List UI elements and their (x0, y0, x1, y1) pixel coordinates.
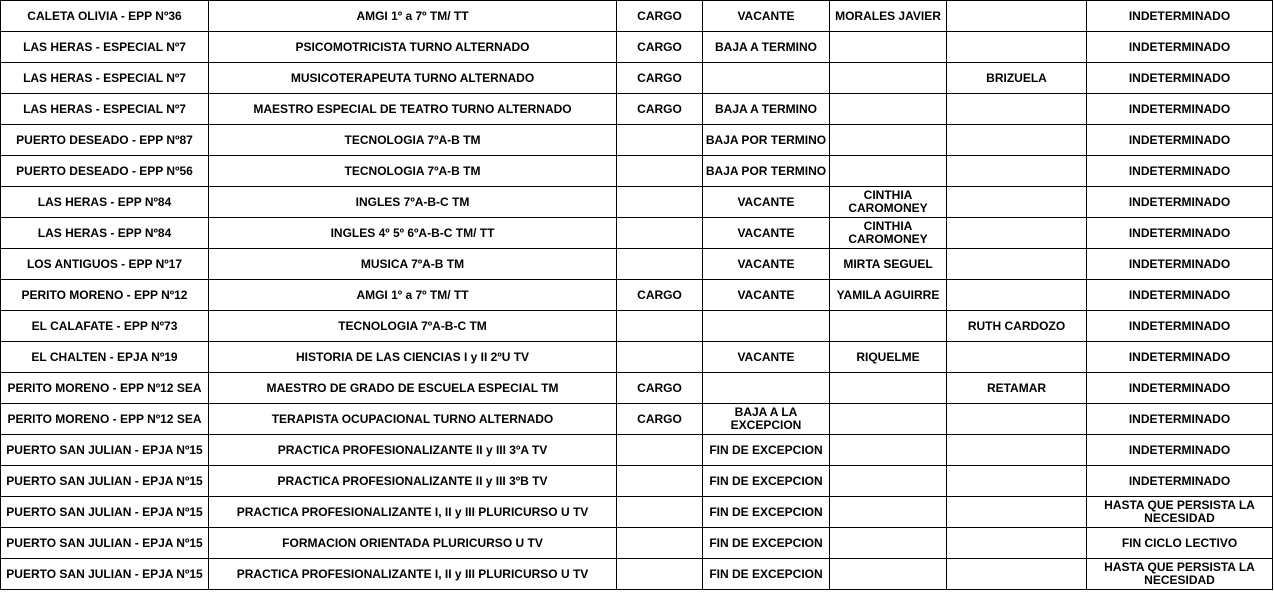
status-cell (703, 63, 830, 94)
holder-cell (830, 125, 947, 156)
assignee-cell (947, 342, 1087, 373)
type-cell (617, 435, 703, 466)
type-cell: CARGO (617, 373, 703, 404)
status-cell: FIN DE EXCEPCION (703, 559, 830, 590)
position-cell: PRACTICA PROFESIONALIZANTE I, II y III PLURICURSO U TV (209, 559, 617, 590)
duration-cell: FIN CICLO LECTIVO (1087, 528, 1273, 559)
status-cell: VACANTE (703, 1, 830, 32)
duration-cell: INDETERMINADO (1087, 125, 1273, 156)
position-cell: MUSICOTERAPEUTA TURNO ALTERNADO (209, 63, 617, 94)
type-cell (617, 249, 703, 280)
assignee-cell (947, 497, 1087, 528)
duration-cell: HASTA QUE PERSISTA LA NECESIDAD (1087, 497, 1273, 528)
type-cell (617, 342, 703, 373)
school-cell: LAS HERAS - EPP Nº84 (1, 218, 209, 249)
status-cell: VACANTE (703, 280, 830, 311)
position-cell: PRACTICA PROFESIONALIZANTE I, II y III PLURICURSO U TV (209, 497, 617, 528)
assignee-cell (947, 559, 1087, 590)
table-row (1, 156, 1273, 187)
holder-cell: MIRTA SEGUEL (830, 249, 947, 280)
table-body (1, 1, 1273, 590)
table-row (1, 342, 1273, 373)
school-cell: PUERTO DESEADO - EPP Nº56 (1, 156, 209, 187)
position-cell: PSICOMOTRICISTA TURNO ALTERNADO (209, 32, 617, 63)
position-cell: INGLES 4º 5º 6ºA-B-C TM/ TT (209, 218, 617, 249)
position-cell: INGLES 7ºA-B-C TM (209, 187, 617, 218)
table-row (1, 32, 1273, 63)
school-cell: LAS HERAS - ESPECIAL Nº7 (1, 32, 209, 63)
status-cell: FIN DE EXCEPCION (703, 435, 830, 466)
table-row (1, 435, 1273, 466)
school-cell: PUERTO DESEADO - EPP Nº87 (1, 125, 209, 156)
holder-cell (830, 559, 947, 590)
school-cell: PERITO MORENO - EPP Nº12 SEA (1, 404, 209, 435)
school-cell: LAS HERAS - EPP Nº84 (1, 187, 209, 218)
assignee-cell (947, 435, 1087, 466)
school-cell: PUERTO SAN JULIAN - EPJA Nº15 (1, 435, 209, 466)
school-cell: PERITO MORENO - EPP Nº12 (1, 280, 209, 311)
school-cell: EL CALAFATE - EPP Nº73 (1, 311, 209, 342)
holder-cell (830, 404, 947, 435)
assignee-cell (947, 94, 1087, 125)
holder-cell (830, 311, 947, 342)
assignee-cell (947, 156, 1087, 187)
table-row (1, 63, 1273, 94)
table-row (1, 280, 1273, 311)
table-row (1, 497, 1273, 528)
position-cell: AMGI 1º a 7º TM/ TT (209, 1, 617, 32)
assignee-cell (947, 187, 1087, 218)
holder-cell (830, 63, 947, 94)
type-cell (617, 218, 703, 249)
holder-cell (830, 94, 947, 125)
school-cell: PUERTO SAN JULIAN - EPJA Nº15 (1, 466, 209, 497)
holder-cell (830, 466, 947, 497)
school-cell: LOS ANTIGUOS - EPP Nº17 (1, 249, 209, 280)
school-cell: LAS HERAS - ESPECIAL Nº7 (1, 94, 209, 125)
assignee-cell (947, 528, 1087, 559)
duration-cell: INDETERMINADO (1087, 32, 1273, 63)
duration-cell: INDETERMINADO (1087, 280, 1273, 311)
type-cell (617, 466, 703, 497)
duration-cell: INDETERMINADO (1087, 404, 1273, 435)
position-cell: PRACTICA PROFESIONALIZANTE II y III 3ºA TV (209, 435, 617, 466)
school-cell: EL CHALTEN - EPJA Nº19 (1, 342, 209, 373)
position-cell: MUSICA 7ºA-B TM (209, 249, 617, 280)
position-cell: MAESTRO DE GRADO DE ESCUELA ESPECIAL TM (209, 373, 617, 404)
holder-cell (830, 32, 947, 63)
position-cell: AMGI 1º a 7º TM/ TT (209, 280, 617, 311)
school-cell: LAS HERAS - ESPECIAL Nº7 (1, 63, 209, 94)
status-cell: VACANTE (703, 218, 830, 249)
holder-cell: RIQUELME (830, 342, 947, 373)
position-cell: TECNOLOGIA 7ºA-B-C TM (209, 311, 617, 342)
status-cell: BAJA POR TERMINO (703, 156, 830, 187)
status-cell: BAJA POR TERMINO (703, 125, 830, 156)
duration-cell: INDETERMINADO (1087, 218, 1273, 249)
assignee-cell (947, 32, 1087, 63)
assignee-cell: RUTH CARDOZO (947, 311, 1087, 342)
table-row (1, 1, 1273, 32)
assignee-cell (947, 466, 1087, 497)
status-cell (703, 373, 830, 404)
assignee-cell (947, 1, 1087, 32)
duration-cell: INDETERMINADO (1087, 94, 1273, 125)
holder-cell (830, 156, 947, 187)
duration-cell: INDETERMINADO (1087, 156, 1273, 187)
type-cell: CARGO (617, 404, 703, 435)
holder-cell: CINTHIA CAROMONEY (830, 187, 947, 218)
type-cell (617, 125, 703, 156)
table-row (1, 218, 1273, 249)
type-cell: CARGO (617, 1, 703, 32)
type-cell (617, 187, 703, 218)
status-cell (703, 311, 830, 342)
type-cell (617, 497, 703, 528)
table-row (1, 466, 1273, 497)
position-cell: FORMACION ORIENTADA PLURICURSO U TV (209, 528, 617, 559)
type-cell: CARGO (617, 280, 703, 311)
type-cell: CARGO (617, 94, 703, 125)
assignee-cell: BRIZUELA (947, 63, 1087, 94)
type-cell (617, 528, 703, 559)
school-cell: PUERTO SAN JULIAN - EPJA Nº15 (1, 559, 209, 590)
assignee-cell (947, 404, 1087, 435)
table-row (1, 187, 1273, 218)
position-cell: TECNOLOGIA 7ºA-B TM (209, 125, 617, 156)
type-cell: CARGO (617, 32, 703, 63)
status-cell: FIN DE EXCEPCION (703, 466, 830, 497)
status-cell: VACANTE (703, 342, 830, 373)
status-cell: FIN DE EXCEPCION (703, 497, 830, 528)
duration-cell: INDETERMINADO (1087, 63, 1273, 94)
position-cell: TERAPISTA OCUPACIONAL TURNO ALTERNADO (209, 404, 617, 435)
table-row (1, 125, 1273, 156)
duration-cell: INDETERMINADO (1087, 249, 1273, 280)
assignee-cell (947, 218, 1087, 249)
status-cell: VACANTE (703, 187, 830, 218)
type-cell (617, 311, 703, 342)
position-cell: HISTORIA DE LAS CIENCIAS I y II 2ºU TV (209, 342, 617, 373)
duration-cell: INDETERMINADO (1087, 311, 1273, 342)
table-row (1, 559, 1273, 590)
duration-cell: INDETERMINADO (1087, 466, 1273, 497)
table-row (1, 404, 1273, 435)
holder-cell: CINTHIA CAROMONEY (830, 218, 947, 249)
school-cell: CALETA OLIVIA - EPP Nº36 (1, 1, 209, 32)
assignee-cell (947, 280, 1087, 311)
holder-cell (830, 373, 947, 404)
holder-cell (830, 435, 947, 466)
duration-cell: INDETERMINADO (1087, 187, 1273, 218)
duration-cell: HASTA QUE PERSISTA LA NECESIDAD (1087, 559, 1273, 590)
position-cell: TECNOLOGIA 7ºA-B TM (209, 156, 617, 187)
position-cell: MAESTRO ESPECIAL DE TEATRO TURNO ALTERNADO (209, 94, 617, 125)
assignee-cell: RETAMAR (947, 373, 1087, 404)
school-cell: PERITO MORENO - EPP Nº12 SEA (1, 373, 209, 404)
type-cell (617, 559, 703, 590)
assignee-cell (947, 125, 1087, 156)
assignee-cell (947, 249, 1087, 280)
duration-cell: INDETERMINADO (1087, 373, 1273, 404)
status-cell: FIN DE EXCEPCION (703, 528, 830, 559)
duration-cell: INDETERMINADO (1087, 342, 1273, 373)
table-row (1, 249, 1273, 280)
holder-cell (830, 528, 947, 559)
school-cell: PUERTO SAN JULIAN - EPJA Nº15 (1, 528, 209, 559)
status-cell: BAJA A TERMINO (703, 32, 830, 63)
table-row (1, 311, 1273, 342)
table-row (1, 528, 1273, 559)
position-cell: PRACTICA PROFESIONALIZANTE II y III 3ºB TV (209, 466, 617, 497)
table-row (1, 373, 1273, 404)
holder-cell: YAMILA AGUIRRE (830, 280, 947, 311)
duration-cell: INDETERMINADO (1087, 435, 1273, 466)
type-cell (617, 156, 703, 187)
table-row (1, 94, 1273, 125)
holder-cell (830, 497, 947, 528)
school-cell: PUERTO SAN JULIAN - EPJA Nº15 (1, 497, 209, 528)
status-cell: BAJA A TERMINO (703, 94, 830, 125)
status-cell: VACANTE (703, 249, 830, 280)
type-cell: CARGO (617, 63, 703, 94)
status-cell: BAJA A LA EXCEPCION (703, 404, 830, 435)
holder-cell: MORALES JAVIER (830, 1, 947, 32)
duration-cell: INDETERMINADO (1087, 1, 1273, 32)
